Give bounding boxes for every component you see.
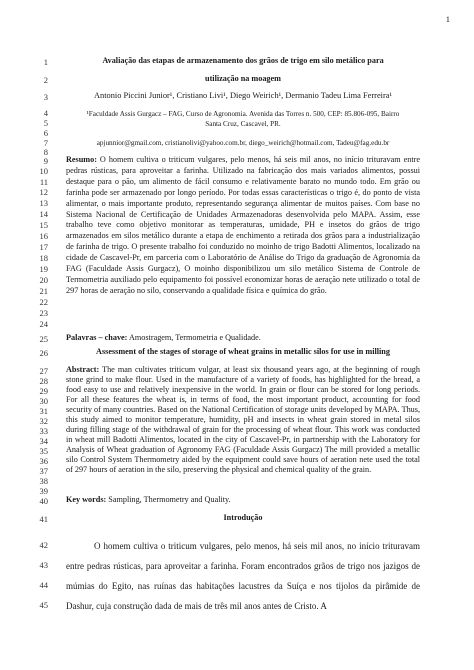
line-number: 28 — [39, 376, 48, 386]
line-number: 2 — [43, 75, 48, 85]
affiliation-line1: ¹Faculdade Assis Gurgacz – FAG, Curso de Agronomia. Avenida das Torres n. 500, CEP: 85.806-095, Bairro — [86, 110, 400, 118]
line-number: 6 — [43, 128, 48, 138]
line-number: 11 — [39, 177, 48, 187]
author-list: Antonio Piccini Junior¹, Cristiano Livi¹, Diego Weirich¹, Dermanio Tadeu Lima Ferreira¹ — [93, 91, 393, 100]
section-heading-introducao: Introdução — [223, 513, 263, 522]
intro-paragraph: O homem cultiva o triticum vulgares, pelo menos, há seis mil anos, no início trituravam entre pedras rústicas, para aproveitar a farinha. Foram encontrados grãos de trigo nos jazigos de múmias do Egito, nas ruínas das habitações lacustres da Suíça e nos tijolos da pirâmide de Dashur, cuja construção dada de mais de três mil anos antes de Cristo. A — [66, 541, 420, 611]
line-number: 40 — [39, 496, 48, 506]
line-number: 22 — [39, 297, 48, 307]
abstract-paragraph — [66, 365, 420, 475]
keywords-label: Key words: — [66, 495, 107, 504]
line-number: 5 — [43, 118, 48, 128]
affiliation-line2: Santa Cruz, Cascavel, PR. — [205, 120, 281, 128]
line-number: 20 — [39, 275, 48, 285]
line-number: 45 — [39, 600, 48, 610]
line-number: 38 — [39, 476, 48, 486]
line-number: 34 — [39, 436, 48, 446]
line-number: 32 — [39, 416, 48, 426]
keywords-text: Sampling, Thermometry and Quality. — [106, 495, 231, 504]
line-number: 19 — [39, 264, 48, 274]
abstract-label: Abstract: — [66, 365, 100, 374]
line-number: 26 — [39, 348, 48, 358]
line-number: 35 — [39, 446, 48, 456]
line-number: 17 — [39, 242, 48, 252]
line-number: 7 — [43, 138, 48, 148]
line-number: 9 — [43, 156, 48, 166]
resumo-paragraph — [66, 155, 420, 297]
line-number: 42 — [39, 540, 48, 550]
author-emails: apjunnior@gmail.com, cristianolivi@yahoo.com.br, diego_weirich@hotmail.com, Tadeu@fag.edu.br — [96, 139, 390, 147]
line-number: 33 — [39, 426, 48, 436]
line-number: 10 — [39, 166, 48, 176]
line-number: 12 — [39, 187, 48, 197]
line-number: 4 — [43, 108, 48, 118]
line-number: 41 — [39, 514, 48, 524]
line-number: 8 — [43, 147, 48, 157]
line-number: 25 — [39, 334, 48, 344]
line-number: 44 — [39, 580, 48, 590]
line-number: 13 — [39, 198, 48, 208]
line-number: 14 — [39, 209, 48, 219]
line-number: 43 — [39, 560, 48, 570]
line-number: 36 — [39, 456, 48, 466]
line-number: 15 — [39, 220, 48, 230]
line-number: 23 — [39, 308, 48, 318]
palavras-chave-text: Amostragem, Termometria e Qualidade. — [127, 333, 261, 342]
title-en: Assessment of the stages of storage of wheat grains in metallic silos for use in milling — [96, 347, 390, 356]
line-number: 30 — [39, 396, 48, 406]
abstract-text: The man cultivates triticum vulgar, at least six thousand years ago, at the beginning of rough stone grind to make flour. Used in the manufacture of a variety of foods, has highlighted for the bread, a food easy to use and relatively inexpensive in the world. In grain or flour can be stored for long periods. For all these features the wheat is, in terms of food, the most important product, accounting for food security of many countries. Based on the National Certification of storage units developed by MAPA. Thus, this study aimed to monitor temperature, humidity, pH and insects in wheat grain stored in metal silos during filling stage of the withdrawal of grain for the processing of wheat flour. This work was conducted in wheat mill Badotti Alimentos, located in the city of Cascavel-Pr, in partnership with the Laboratory for Analysis of Wheat graduation of Agronomy FAG (Faculdade Assis Gurgacz) The mill provided a metallic silo Control System Thermometry aided by the equipment could save hours of aeration nete used the total of 297 hours of aeration in the silo, preserving the physical and chemical quality of the grain. — [66, 365, 420, 474]
line-number: 24 — [39, 319, 48, 329]
line-number: 39 — [39, 486, 48, 496]
resumo-label: Resumo: — [66, 155, 97, 164]
line-number: 21 — [39, 286, 48, 296]
palavras-chave-label: Palavras – chave: — [66, 333, 128, 342]
line-number: 27 — [39, 366, 48, 376]
line-number: 29 — [39, 386, 48, 396]
title-pt-line2: utilização na moagem — [205, 74, 281, 83]
keywords — [66, 495, 420, 506]
palavras-chave — [66, 333, 420, 344]
resumo-text: O homem cultiva o triticum vulgares, pelo menos, há seis mil anos, no início trituravam entre pedras rústicas, para aproveitar a farinha. Utilizado na fabricação dos mais variados alimentos, possui destaque para o pão, um alimento de fácil consumo e relativamente barato no mundo todo. Em grão ou farinha pode ser armazenado por longo período. Por todas essas características o trigo é, do ponto de vista alimentar, o mais importante produto, representando segurança alimentar de muitos países. Com base no Sistema Nacional de Certificação de Unidades Armazenadoras desenvolvida pelo MAPA. Assim, esse trabalho teve como objetivo monitorar as temperaturas, umidade, PH e insetos do grãos de trigo armazenados em silos metálico durante a etapa de enchimento a retirada dos grãos para a industrialização de farinha de trigo. O presente trabalho foi conduzido no moinho de trigo Badotti Alimentos, localizado na cidade de Cascavel-Pr, em parceria com o Laboratório de Análise do Trigo da graduação de Agronomia da FAG (Faculdade Assis Gurgacz), O moinho disponibilizou um silo metálico Sistema de Controle de Termometria auxiliado pelo equipamento foi possível economizar horas de aeração nete utilizado o total de 297 horas de aeração no silo, conservando a qualidade física e química do grão. — [66, 155, 420, 295]
title-pt-line1: Avaliação das etapas de armazenamento dos grãos de trigo em silo metálico para — [102, 56, 384, 65]
page-number: 1 — [445, 14, 450, 24]
line-number: 3 — [43, 92, 48, 102]
line-number: 1 — [43, 57, 48, 67]
line-number: 18 — [39, 253, 48, 263]
line-number: 31 — [39, 406, 48, 416]
line-number: 16 — [39, 231, 48, 241]
line-number: 37 — [39, 466, 48, 476]
